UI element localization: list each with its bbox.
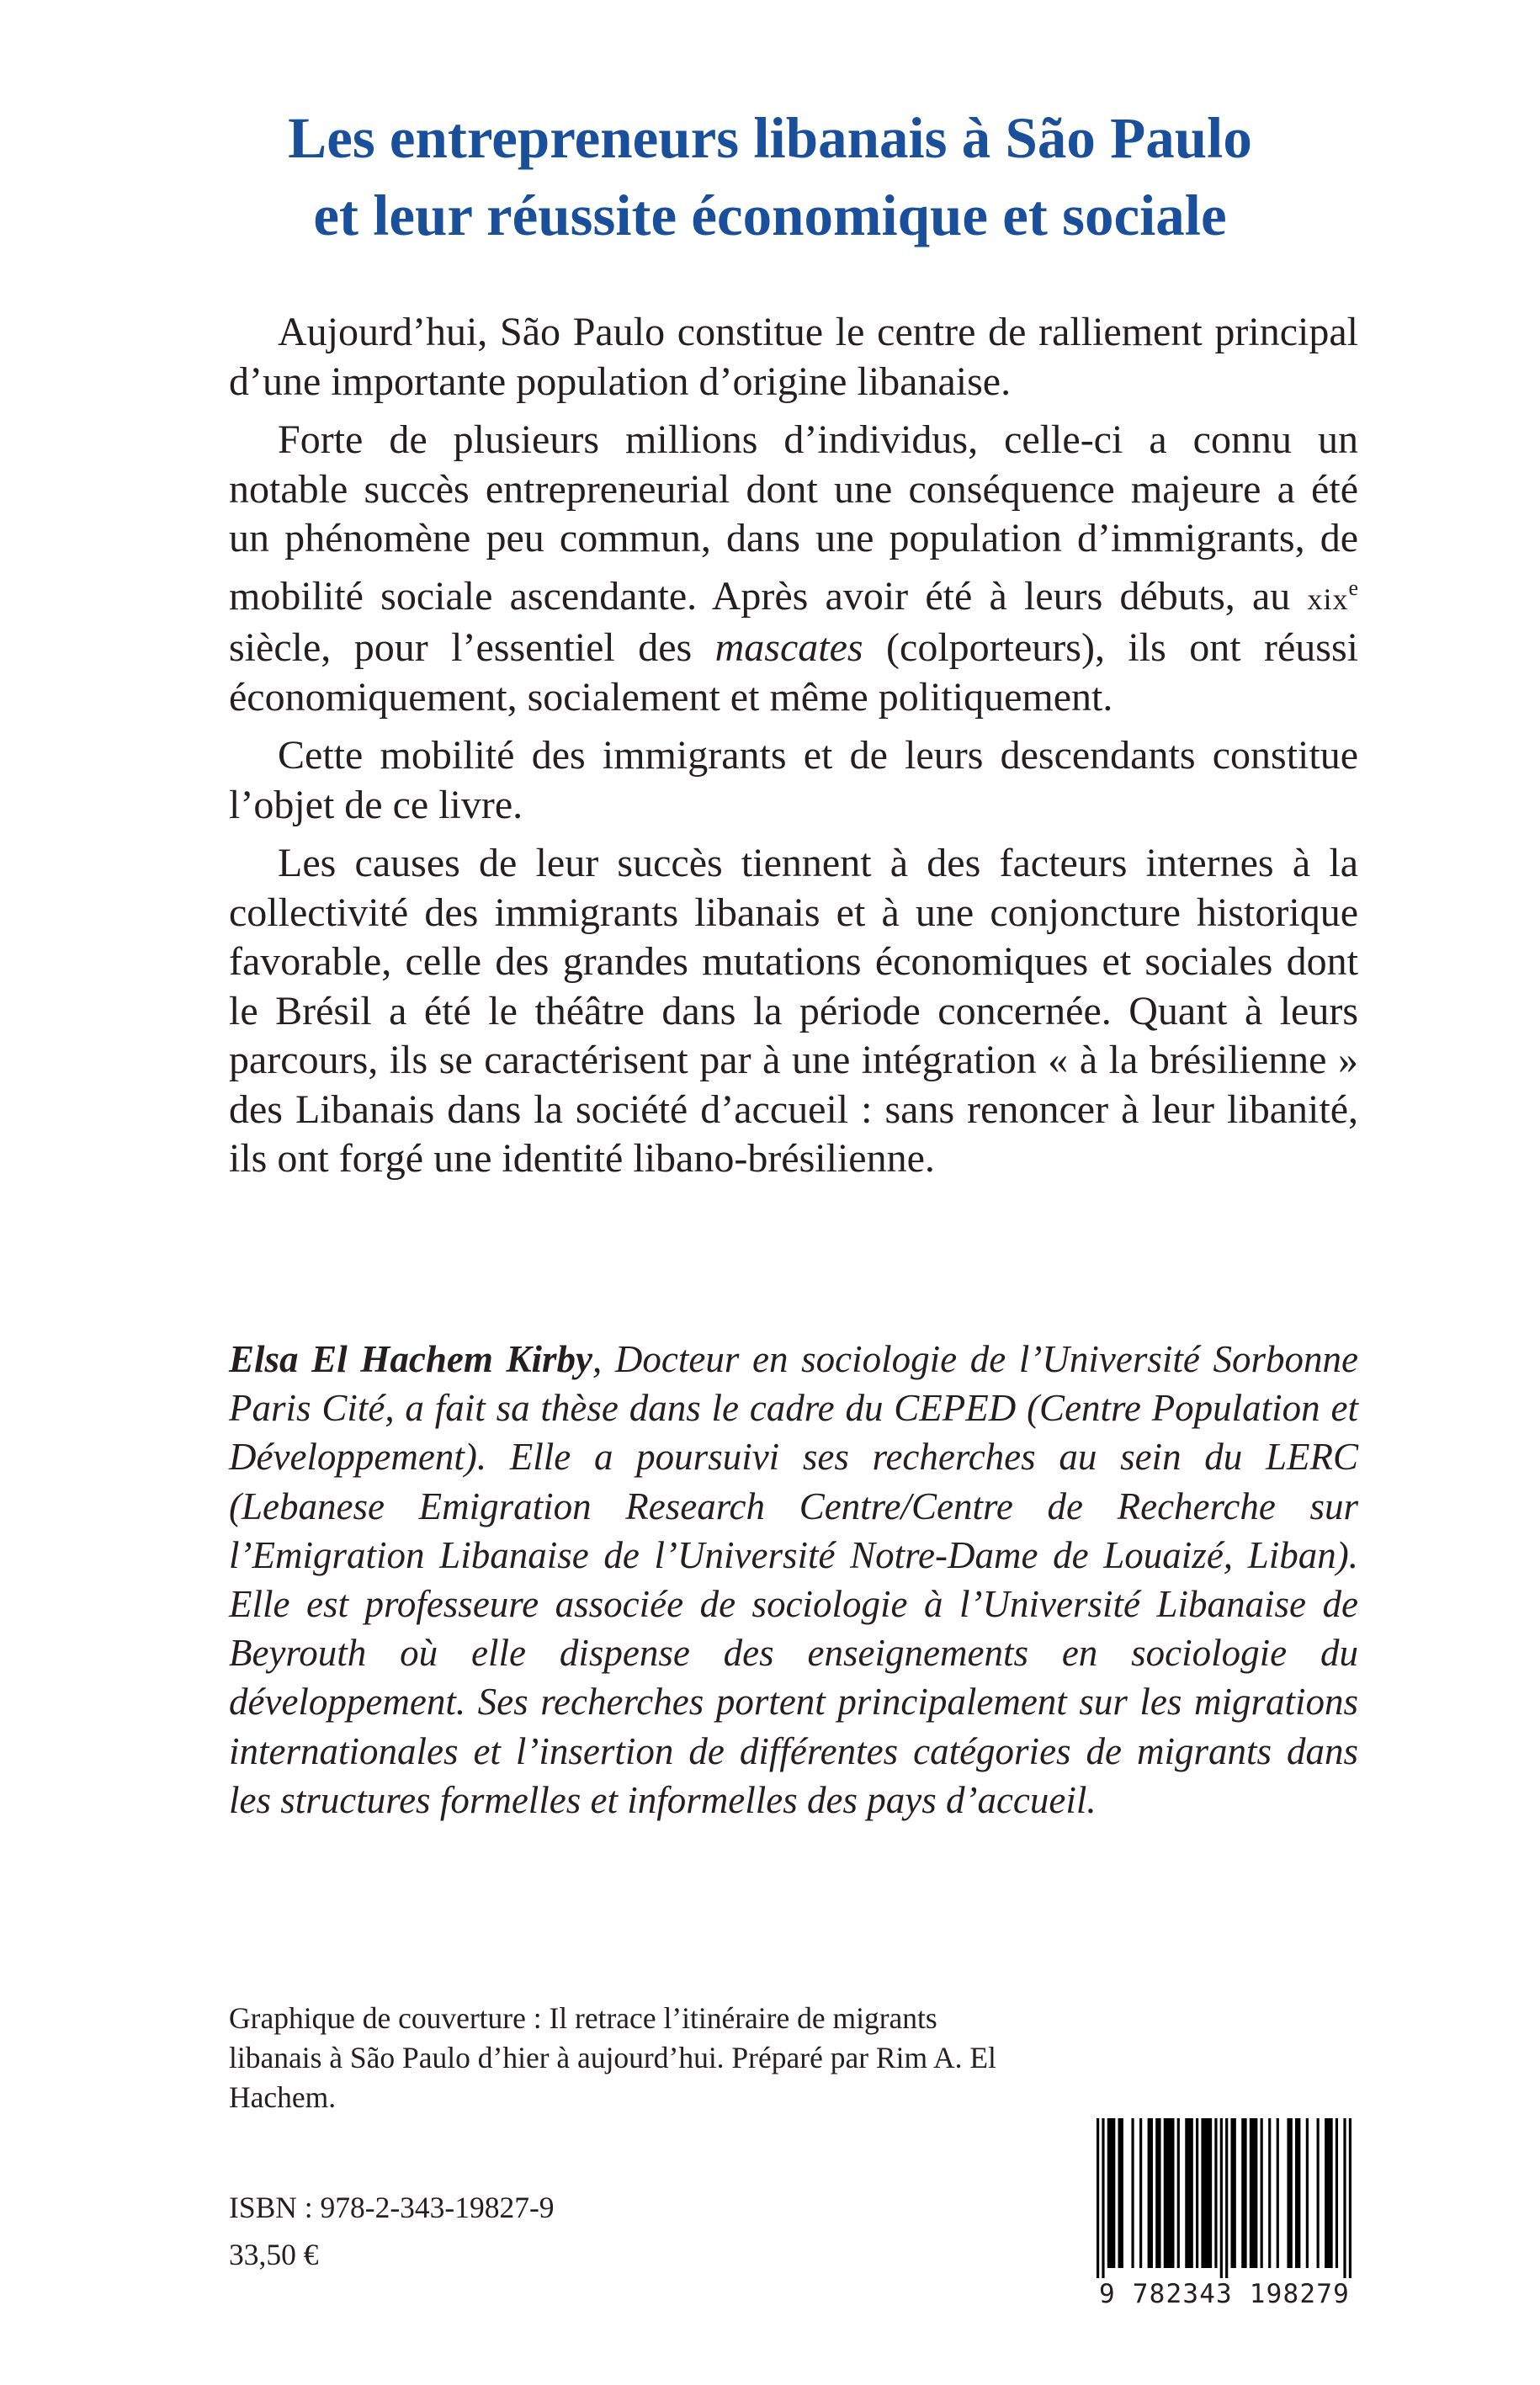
barcode-digits: 9 782343 198279	[1099, 2279, 1350, 2309]
barcode-bar	[1295, 2118, 1300, 2268]
price: 33,50 €	[229, 2238, 319, 2271]
barcode-bar	[1336, 2118, 1338, 2268]
barcode-bar	[1343, 2118, 1346, 2278]
barcode-bar	[1306, 2118, 1309, 2268]
barcode-bar	[1287, 2118, 1292, 2268]
barcode-bar	[1250, 2118, 1258, 2268]
book-title	[0, 99, 1540, 254]
barcode-bar	[1230, 2118, 1235, 2268]
summary-paragraph-2-text-b: siècle, pour l’essentiel des	[229, 625, 715, 670]
barcode-bar	[1155, 2118, 1160, 2268]
cover-credit: Graphique de couverture : Il retrace l’itinéraire de migrants libanais à São Paulo d’hier à aujourd’hui. Préparé par Rim A. El Hachem.	[229, 2001, 996, 2114]
barcode-bar	[1118, 2118, 1123, 2268]
barcode-bar	[1261, 2118, 1263, 2268]
barcode-bar	[1225, 2118, 1228, 2278]
isbn: ISBN : 978-2-343-19827-9	[229, 2191, 555, 2224]
summary-paragraph-4: Les causes de leur succès tiennent à des facteurs internes à la collectivité des immigrants libanais et à une conjoncture historique favorable, celle des grandes mutations économiques et sociales dont le Brésil a été le théâtre dans la période concernée. Quant à leurs parcours, ils se caractérisent par à une intégration « à la brésilienne » des Libanais dans la société d’accueil : sans renoncer à leur libanité, ils ont forgé une identité libano-brésilienne.	[229, 841, 1358, 1181]
barcode-bar	[1241, 2118, 1246, 2268]
barcode-bar	[1317, 2118, 1320, 2268]
barcode-bar	[1268, 2118, 1271, 2268]
summary-paragraph-3: Cette mobilité des immigrants et de leurs descendants constitue l’objet de ce livre.	[229, 733, 1358, 827]
barcode-bar	[1139, 2118, 1142, 2268]
barcode-bar	[1185, 2118, 1193, 2268]
summary-paragraph-2	[229, 416, 1358, 722]
century-superscript: e	[1348, 575, 1358, 600]
barcode-bar	[1102, 2118, 1104, 2278]
author-bio-text: , Docteur en sociologie de l’Université Sorbonne Paris Cité, a fait sa thèse dans le cadre du CEPED (Centre Population et Développement). Elle a poursuivi ses recherches au sein du LERC (Lebanese Emigration Research Centre/Centre de Recherche sur l’Emigration Libanaise de l’Université Notre-Dame de Louaizé, Liban). Elle est professeure associée de sociologie à l’Université Libanaise de Beyrouth où elle dispense des enseignements en sociologie du développement. Ses recherches portent principalement sur les migrations internationales et l’insertion de différentes catégories de migrants dans les structures formelles et informelles des pays d’accueil.	[229, 1338, 1359, 1821]
barcode-bar	[1196, 2118, 1198, 2268]
barcode-bar	[1177, 2118, 1180, 2268]
book-title-line-1: Les entrepreneurs libanais à São Paulo	[288, 106, 1252, 170]
barcode-bar	[1201, 2118, 1212, 2268]
barcode-bar	[1131, 2118, 1134, 2268]
barcode-bar	[1164, 2118, 1175, 2268]
barcode-bar	[1277, 2118, 1279, 2268]
barcode	[1097, 2118, 1351, 2278]
barcode-bar	[1148, 2118, 1153, 2268]
century-numeral: xix	[1307, 582, 1349, 616]
author-bio	[229, 1335, 1358, 1825]
barcode-bar	[1107, 2118, 1116, 2268]
barcode-bar	[1220, 2118, 1223, 2278]
summary-paragraph-2-text-a: Forte de plusieurs millions d’individus, celle-ci a connu un notable succès entrepreneurial dont une conséquence majeure a été un phénomène peu commun, dans une population d’immigrants, de mobilité sociale ascendante. Après avoir été à leurs débuts, au	[229, 417, 1358, 619]
book-summary	[229, 308, 1358, 1193]
barcode-bar	[1214, 2118, 1217, 2268]
book-title-line-2: et leur réussite économique et sociale	[313, 183, 1227, 247]
barcode-bar	[1325, 2118, 1333, 2268]
barcode-graphic	[1097, 2118, 1351, 2278]
barcode-bar	[1097, 2118, 1099, 2278]
summary-paragraph-2-text-c: (colporteurs), ils ont réussi économiquement, socialement et même politiquement.	[229, 625, 1358, 720]
author-name: Elsa El Hachem Kirby	[229, 1338, 593, 1380]
barcode-bar	[1349, 2118, 1351, 2278]
summary-paragraph-1: Aujourd’hui, São Paulo constitue le centre de ralliement principal d’une importante population d’origine libanaise.	[229, 310, 1358, 404]
mascates-term: mascates	[714, 625, 863, 670]
